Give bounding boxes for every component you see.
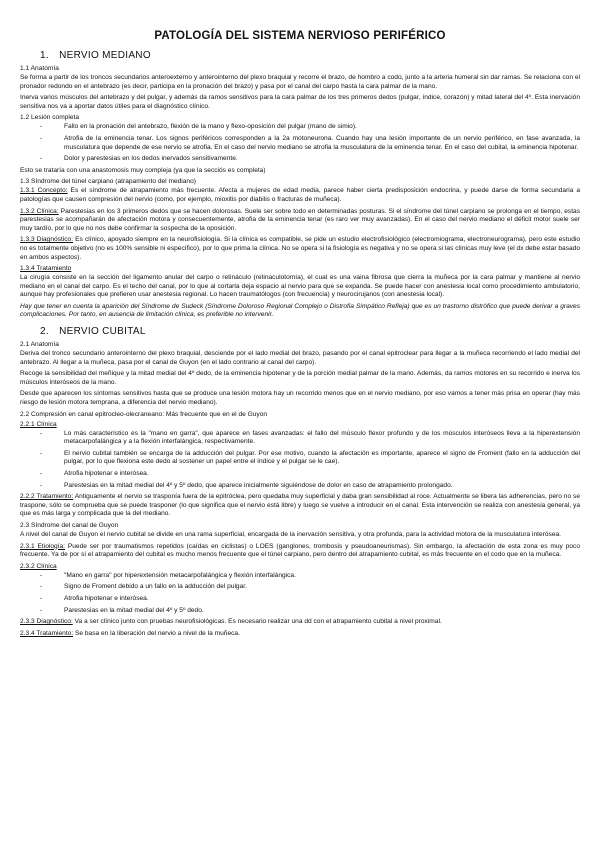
- subheading-compresion: 2.2 Compresión en canal epitrocleo-olecraneano: Más frecuente que en el de Guyon: [20, 410, 268, 418]
- paragraph: Recoge la sensibilidad del meñique y la mitad medial del 4º dedo, de la eminencia hipotenar y de la porción medial palmar de la mano. Además, da ramos motores en su recorrido e inerva los músculos interóseos de la mano.: [20, 370, 580, 386]
- label: 2.2.2 Tratamiento:: [20, 493, 74, 501]
- bullet-list: [20, 123, 580, 163]
- subheading-lesion: 1.2 Lesión completa: [20, 114, 80, 122]
- list-item: - El nervio cubital también se encarga de la adducción del pulgar. Por ese motivo, cuando la afectación es importante, aparece el signo de Froment (fallo en la adducción del pulgar, por lo que flexiona este dedo al sostener un papel entre el índice y el pulgar se le cae).: [20, 450, 580, 467]
- list-item: - Parestesias en la mitad medial del 4º y 5º dedo.: [20, 607, 580, 616]
- list-item: - Dolor y parestesias en los dedos inervados sensitivamente.: [20, 155, 580, 164]
- text: Va a ser clínico junto con pruebas neurofisiológicas. Es necesario realizar una dd con el atrapamiento cubital a nivel proximal.: [72, 618, 442, 626]
- section-heading-cubital: [40, 326, 580, 337]
- text: Se basa en la liberación del nervio a nivel de la muñeca.: [73, 629, 240, 637]
- list-item: - "Mano en garra" por hiperextensión metacarpofalángica y flexión interfalángica.: [20, 572, 580, 581]
- paragraph: Inerva varios músculos del antebrazo y del pulgar, y además da ramos sensitivos para la cara palmar de los tres primeros dedos (pulgar, índice, corazón) y mitad lateral del 4º. Esta inervación sensitiva nos va a aportar datos útiles para el diagnóstico clínico.: [20, 94, 580, 110]
- list-item: - Fallo en la pronación del antebrazo, flexión de la mano y flexo-oposición del pulgar (mano de simio).: [20, 123, 580, 132]
- section-number: 2.: [40, 326, 49, 338]
- label: 1.3.1 Concepto:: [20, 187, 68, 195]
- section-number: 1.: [40, 50, 49, 61]
- paragraph: Desde que aparecen los síntomas sensitivos hasta que se produce una lesión motora hay un recorrido menos que en el nervio mediano, por eso vamos a tener más prisa en operar (hay más riesgo de lesión motora temprana, a diferencia del nervio mediano).: [20, 390, 580, 407]
- page-title: PATOLOGÍA DEL SISTEMA NERVIOSO PERIFÉRICO: [154, 30, 446, 42]
- section-title: NERVIO MEDIANO: [59, 50, 151, 61]
- subheading-anatomia: 2.1 Anatomía: [20, 341, 59, 349]
- label: 1.3.2 Clínica:: [20, 207, 59, 215]
- paragraph-tratamiento: [20, 630, 580, 639]
- list-item: - Parestesias en la mitad medial del 4º y 5º dedo, que aparece inicialmente siguiéndose de dolor en caso de atrapamiento prolongado.: [20, 482, 580, 491]
- section-title: NERVIO CUBITAL: [59, 326, 146, 338]
- paragraph: Esto se trataría con una anastomosis muy compleja (ya que la secciós es completa): [20, 166, 266, 174]
- subheading-clinica: 2.3.2 Clínica: [20, 562, 57, 570]
- italic-note: Hay que tener en cuenta la aparición del Síndrome de Sudeck (Síndrome Doloroso Regional Complejo o Distrofia Simpático Refleja) que es un trastorno distrófico que puede derivar a graves complicaciones. Por tanto, en ausencia de limitación clínica, es preferible no intervenir.: [20, 302, 580, 319]
- paragraph: Se forma a partir de los troncos secundarios anteroexterno y anterointerno del plexo braquial y recorre el brazo, de hombro a codo, junto a la arteria humeral sin dar ramas. Se relaciona con el pronador redondo en el antebrazo (es decir, participa en la pronación del brazo) y pasa por el canal del carpo hasta la cara palmar de la mano.: [20, 74, 580, 90]
- paragraph-diagnostico: [20, 618, 580, 627]
- list-item: - Atrofia de la eminencia tenar. Los signos periféricos corresponden a la 2a motoneurona. Cuando hay una lesión importante de un nervio periférico, en fase avanzada, la musculatura que depende de ese nervio se atrofia. En el caso del nervio mediano se atrofia la musculatura de la eminencia tenar. En el caso del cubital, la eminencia hipotenar.: [20, 135, 580, 152]
- list-item: - Signo de Froment debido a un fallo en la adducción del pulgar.: [20, 583, 580, 592]
- bullet-list: [20, 572, 580, 615]
- list-item: - Atrofia hipotenar e interósea.: [20, 470, 580, 479]
- subheading-clinica: 2.2.1 Clínica: [20, 420, 57, 428]
- bullet-list: [20, 430, 580, 491]
- paragraph-tratamiento: [20, 493, 580, 519]
- paragraph-diagnostico: [20, 236, 580, 262]
- label: 2.3.1 Etiología:: [20, 542, 66, 550]
- list-item: - Atrofia hipotenar e interósea.: [20, 595, 580, 604]
- text: Es clínico, apoyado siempre en la neurofisiología. Si la clínica es compatible, se pide un estudio electrofisiológico (electromiograma, electroneurograma), pero este estudio no es totalmente objetivo (no es 100% sensible ni específico), por lo que prima la clínica. No se opera si la fisiología es negativa y no se opera si las clínicas muy leve (el dx debe estar basado en ambos aspectos).: [20, 236, 580, 261]
- text: Parestesias en los 3 primeros dedos que se hacen dolorosas. Suele ser sobre todo en determinadas posturas. Si el síndrome del túnel carpiano se prolonga en el tiempo, estas parestesias se acompañarán de afectación motora y consecuentemente, atrofia de la eminencia tenar (es raro ver muy avanzadas). En el caso del nervio mediano el déficit motor suele ser muy tardío, por lo que no nos debe confirmar la sospecha de la oposición.: [20, 207, 580, 232]
- text: Es el síndrome de atrapamiento más frecuente. Afecta a mujeres de edad media, parece haber cierta predisposición endocrina, y puede darse de forma secundaria a patologías que causen compresión del nervio (como, por ejemplo, mioxitis por diabilis o fracturas de muñeca).: [20, 187, 580, 203]
- text: Puede ser por traumatismos repetidos (caídas en ciclistas) o LOES (ganglones, trombosis y pseudoaneurismas). Sin embargo, la afectación de esta zona es muy poco frecuente. Ya de por sí el atrapamiento del cubital es mucho menos frecuente que el túnel carpiano, pero dentro del atrapamiento cubital, es más frecuente en el codo que en la muñeca.: [20, 542, 580, 559]
- paragraph-etiologia: [20, 543, 580, 560]
- paragraph-concepto: [20, 187, 580, 204]
- list-item: - Lo más característico es la "mano en garra", que aparece en fases avanzadas: el fallo del músculo flexor profundo y de los músculos interóseos lleva a la hiperextensión metacarpofalángica y a la flexión interfalángica, respectivamente.: [20, 430, 580, 447]
- paragraph: Deriva del tronco secundario anterointerno del plexo braquial, desciende por el lado medial del brazo, pasando por el canal epitroclear para llegar a la muñeca recorriendo el lado medial del antebrazo. Al llegar a la muñeca, pasa por el canal de Guyon (en el lado contrario al canal del carpo).: [20, 350, 580, 366]
- paragraph: A nivel del canal de Guyon el nervio cubital se divide en una rama superficial, encargada de la inervación sensitiva, y otra profunda, para la actividad motora de la musculatura interósea.: [20, 530, 561, 538]
- subheading-tratamiento: 1.3.4 Tratamiento: [20, 265, 72, 273]
- document-page: [20, 0, 580, 638]
- paragraph-clinica: [20, 208, 580, 234]
- subheading-anatomia: 1.1 Anatomía: [20, 65, 59, 72]
- label: 2.3.3 Diagnóstico:: [20, 618, 73, 626]
- text: Antiguamente el nervio se trasponía fuera de la epitróclea, pero quedaba muy superficial y daba gran sensibilidad al roce. Actualmente se libera las adherencias, pero no se traspone, sólo se comprueba que se puede trasponer (lo que significa que el nervio está libre) y luego se vuelve a introducir en el canal. Esta intervención se realiza con anestesia general, ya que es más larga y complicada que la del mediano.: [20, 493, 580, 518]
- label: 1.3.3 Diagnóstico:: [20, 236, 74, 244]
- paragraph: La cirugía consiste en la sección del ligamento anular del carpo o retináculo (retinaculotomía), el cual es una vaina fibrosa que cierra la muñeca por la cara palmar y mantiene al nervio mediano en el canal del carpo. Es el techo del canal, por lo que al cortarla deja espacio al nervio para que se expanda. Se puede hacer con anestesia local como procedimiento ambulatorio, aunque hay profesionales que prefieren usar anestesia regional. Lo hacen traumatólogos (con frecuencia) y neurocirujanos (con anestesia local).: [20, 274, 580, 299]
- label: 2.3.4 Tratamiento:: [20, 629, 74, 637]
- subheading-guyon: 2.3 Síndrome del canal de Guyon: [20, 521, 119, 529]
- subheading-tunel: 1.3 Síndrome del túnel carpiano (atrapamiento del mediano): [20, 178, 196, 186]
- section-heading-mediano: [40, 50, 580, 61]
